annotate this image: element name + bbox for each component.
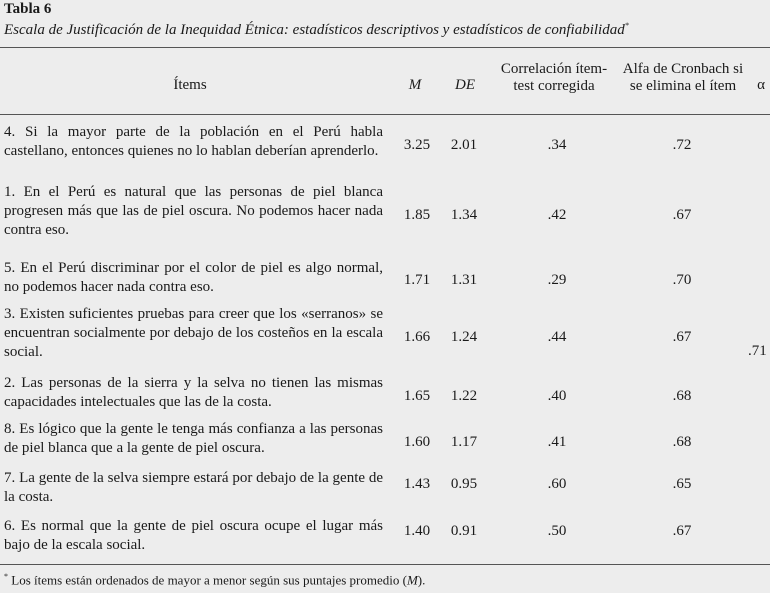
subtitle-text: Escala de Justificación de la Inequidad Étnica: estadísticos descriptivos y estadísticos de confiabilidad <box>4 22 625 38</box>
cell-alfa: .70 <box>672 272 692 288</box>
cell-de: 0.95 <box>450 476 478 492</box>
cell-m: 1.60 <box>403 434 431 450</box>
header-alfa-line2: se elimina el ítem <box>629 78 737 94</box>
header-correlation <box>495 61 613 95</box>
cell-de: 1.34 <box>450 207 478 223</box>
header-correlation-line1: Correlación ítem- <box>500 61 608 77</box>
cell-de: 1.17 <box>450 434 478 450</box>
footnote-text-before: Los ítems están ordenados de mayor a menor según sus puntajes promedio ( <box>11 572 407 588</box>
cell-corr: .40 <box>547 388 567 404</box>
item-text: 3. Existen suficientes pruebas para creer que los «serranos» se encuentran socialmente por debajo de los costeños en la escala social. <box>4 306 383 360</box>
footnote-m: M <box>406 572 418 588</box>
cell-de: 1.22 <box>450 388 478 404</box>
bottom-rule <box>0 564 770 565</box>
cell-alfa: .68 <box>672 388 692 404</box>
header-rule <box>0 114 770 115</box>
item-text: 8. Es lógico que la gente le tenga más confianza a las personas de piel blanca que a la gente de piel oscura. <box>4 421 383 456</box>
cell-m: 1.66 <box>403 329 431 345</box>
item-text: 1. En el Perú es natural que las personas de piel blanca progresen más que las de piel oscura. No podemos hacer nada contra eso. <box>4 184 383 238</box>
cell-alfa: .72 <box>672 137 692 153</box>
cell-alfa: .68 <box>672 434 692 450</box>
cell-corr: .29 <box>547 272 567 288</box>
footnote-mark: * <box>4 572 8 581</box>
cell-corr: .34 <box>547 137 567 153</box>
cell-m: 1.43 <box>403 476 431 492</box>
header-alfa-cronbach <box>614 61 752 95</box>
cell-alfa: .67 <box>672 329 692 345</box>
footnote <box>4 572 425 588</box>
cell-de: 2.01 <box>450 137 478 153</box>
top-rule <box>0 47 770 48</box>
header-alfa-line1: Alfa de Cronbach si <box>622 61 744 77</box>
item-text: 4. Si la mayor parte de la población en el Perú habla castellano, entonces quienes no lo hablan deberían aprenderlo. <box>4 124 383 159</box>
cell-corr: .60 <box>547 476 567 492</box>
subtitle-mark: * <box>624 21 629 30</box>
header-correlation-line2: test corregida <box>513 78 595 94</box>
cell-alfa: .65 <box>672 476 692 492</box>
cell-de: 1.31 <box>450 272 478 288</box>
table-subtitle <box>4 21 629 39</box>
table-title: Tabla 6 <box>4 1 52 17</box>
cell-alfa: .67 <box>672 523 692 539</box>
header-items: Ítems <box>173 77 207 93</box>
cell-m: 3.25 <box>403 137 431 153</box>
item-text: 6. Es normal que la gente de piel oscura ocupe el lugar más bajo de la escala social. <box>4 518 383 553</box>
cell-de: 1.24 <box>450 329 478 345</box>
header-de: DE <box>455 77 475 93</box>
cell-m: 1.85 <box>403 207 431 223</box>
item-text: 2. Las personas de la sierra y la selva no tienen las mismas capacidades intelectuales que las de la costa. <box>4 375 383 410</box>
alpha-total: .71 <box>748 343 767 359</box>
cell-corr: .44 <box>547 329 567 345</box>
footnote-text-after: ). <box>417 572 426 588</box>
cell-alfa: .67 <box>672 207 692 223</box>
cell-m: 1.40 <box>403 523 431 539</box>
item-text: 7. La gente de la selva siempre estará por debajo de la gente de la costa. <box>4 470 383 505</box>
cell-corr: .50 <box>547 523 567 539</box>
header-alpha: α <box>757 77 765 93</box>
item-text: 5. En el Perú discriminar por el color de piel es algo normal, no podemos hacer nada contra eso. <box>4 260 383 295</box>
cell-corr: .42 <box>547 207 567 223</box>
cell-m: 1.71 <box>403 272 431 288</box>
header-m: M <box>408 77 422 93</box>
cell-corr: .41 <box>547 434 567 450</box>
cell-m: 1.65 <box>403 388 431 404</box>
cell-de: 0.91 <box>450 523 478 539</box>
